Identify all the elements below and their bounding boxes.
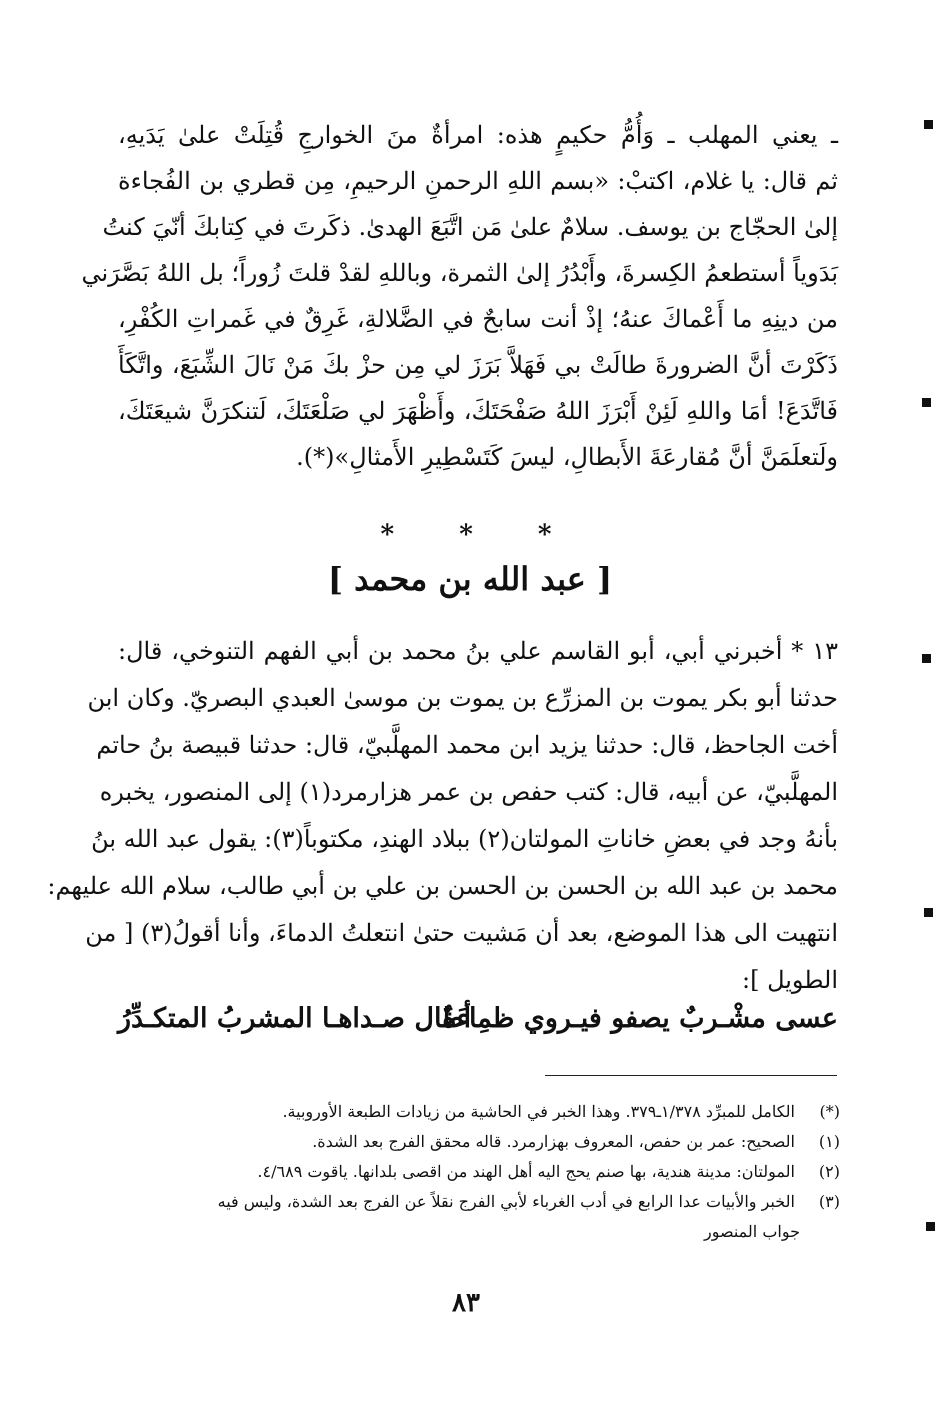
text-line: ولَتعلَمَنَّ أنَّ مُقارعَةَ الأَبطالِ، ليسَ كَتَسْطِيرِ الأَمثالِ»(*). xyxy=(296,443,838,471)
section-separator: * * * xyxy=(380,520,580,550)
footnote xyxy=(150,1097,840,1127)
footnote-marker: (*) xyxy=(819,1102,840,1121)
text-line: فَاتَّدَعَ! أمَا واللهِ لَئِنْ أَبْرَزَ اللهُ صَفْحَتَكَ، وأَظْهَرَ لي صَلْعَتَكَ، لَتنكرَنَّ شيعَتَكَ، xyxy=(118,397,838,425)
poem-verse xyxy=(118,995,838,1045)
text-line: حدثنا أبو بكر يموت بن المزرِّع بن يموت بن موسىٰ العبدي البصريّ. وكان ابن xyxy=(87,684,838,712)
verse-second-hemistich: أطال صـداهـا المشربُ المتكـدِّرُ xyxy=(118,1003,472,1034)
text-line: محمد بن عبد الله بن الحسن بن الحسن بن علي بن أبي طالب، سلام الله عليهم: xyxy=(47,872,838,900)
margin-mark xyxy=(924,908,933,917)
text-line: ـ يعني المهلب ـ وَأُمُّ حكيمٍ هذه: امرأةٌ منَ الخوارجِ قُتِلَتْ علىٰ يَدَيهِ، xyxy=(118,121,838,149)
margin-mark xyxy=(926,1222,935,1231)
footnote xyxy=(150,1127,840,1157)
text-line: الطويل ]: xyxy=(742,966,838,994)
text-line: بأنهُ وجد في بعضِ خاناتِ المولتان(٢) ببلاد الهندِ، مكتوباً(٣): يقول عبد الله بنُ xyxy=(91,825,838,853)
text-line: ١٣ * أخبرني أبي، أبو القاسم علي بنُ محمد بن أبي الفهم التنوخي، قال: xyxy=(118,637,838,665)
footnote xyxy=(150,1187,840,1217)
text-line: بَدَوياً أستطعمُ الكِسرةَ، وأَبْدُرُ إلىٰ الثمرة، وباللهِ لقدْ قلتَ زُوراً؛ بل اللهُ بَصَّرَني xyxy=(81,259,838,287)
text-line: ثم قال: يا غلام، اكتبْ: «بسم اللهِ الرحمنِ الرحيمِ، مِن قطري بن الفُجاءة xyxy=(118,167,838,195)
footnote xyxy=(150,1157,840,1187)
footnote-marker: (٢) xyxy=(818,1162,840,1181)
paragraph-letter xyxy=(81,112,838,480)
footnote-marker: (١) xyxy=(818,1132,840,1151)
margin-mark xyxy=(924,120,933,129)
verse-first-hemistich: عسى مشْـربٌ يصفو فيـروي ظمِاءَةٌ xyxy=(442,1003,838,1034)
paragraph-report xyxy=(47,628,838,1004)
page-number: ٨٣ xyxy=(452,1288,480,1318)
text-line: أخت الجاحظ، قال: حدثنا يزيد ابن محمد المهلَّبيّ، قال: حدثنا قبيصة بنُ حاتم xyxy=(96,731,838,759)
footnote-text: الكامل للمبرِّد ١/٣٧٨ـ٣٧٩. وهذا الخبر في الحاشية من زيادات الطبعة الأوروبية. xyxy=(282,1102,795,1121)
section-heading: [ عبد الله بن محمد ] xyxy=(327,560,613,598)
footnote-text: الخبر والأبيات عدا الرابع في أدب الغرباء لأبي الفرج نقلاً عن الفرج بعد الشدة، وليس فيه xyxy=(217,1192,795,1211)
text-line: إلىٰ الحجّاج بن يوسف. سلامٌ علىٰ مَن اتَّبَعَ الهدىٰ. ذكَرتَ في كِتابكَ أنّيَ كنتُ xyxy=(102,213,838,241)
text-line: من دينِهِ ما أَعْماكَ عنهُ؛ إذْ أنت سابحٌ في الضَّلالةِ، غَرِقٌ في غَمراتِ الكُفْرِ، xyxy=(118,305,838,333)
text-line: المهلَّبيّ، عن أبيه، قال: كتب حفص بن عمر هزارمرد(١) إلى المنصور، يخبره xyxy=(99,778,838,806)
text-line: انتهيت الى هذا الموضع، بعد أن مَشيت حتىٰ انتعلتُ الدماءَ، وأنا أقولُ(٣) [ من xyxy=(85,919,838,947)
margin-mark xyxy=(922,654,931,663)
footnote-text: المولتان: مدينة هندية، بها صنم يحج اليه أهل الهند من اقصى بلدانها. ياقوت ٤/٦٨٩. xyxy=(257,1162,795,1181)
footnote-marker: (٣) xyxy=(818,1192,840,1211)
margin-mark xyxy=(922,398,931,407)
footnote-divider xyxy=(545,1075,837,1076)
footnotes xyxy=(150,1097,840,1247)
footnote-continuation: جواب المنصور xyxy=(703,1222,800,1241)
text-line: ذَكَرْتَ أنَّ الضرورةَ طالَتْ بي فَهَلاَّ بَرَزَ لي مِن حزْ بكَ مَنْ نَالَ الشِّبَعَ، واتَّكَأَ xyxy=(118,351,838,379)
footnote-text: الصحيح: عمر بن حفص، المعروف بهزارمرد. قاله محقق الفرج بعد الشدة. xyxy=(312,1132,795,1151)
